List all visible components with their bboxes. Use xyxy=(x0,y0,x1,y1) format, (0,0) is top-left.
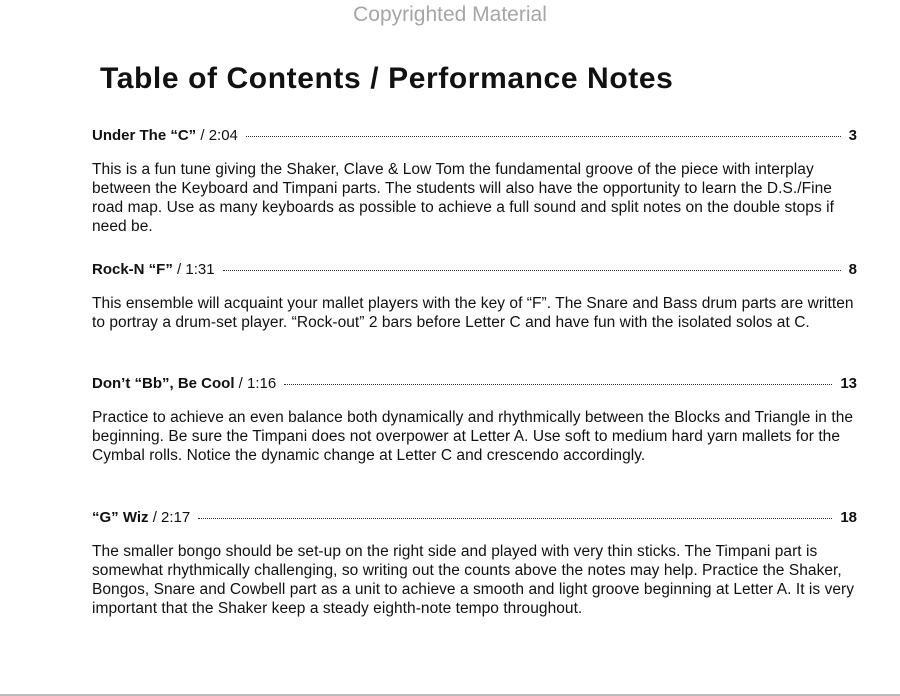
song-title: Under The “C” xyxy=(92,127,197,144)
toc-entry xyxy=(92,509,857,618)
page-number: 3 xyxy=(848,127,857,144)
watermark: Copyrighted Material xyxy=(353,3,547,26)
song-title: Don’t “Bb”, Be Cool xyxy=(92,375,235,392)
title-separator: / xyxy=(196,127,209,144)
title-separator: / xyxy=(234,375,248,392)
song-duration: 1:16 xyxy=(247,375,277,392)
page-title: Table of Contents / Performance Notes xyxy=(100,62,674,95)
performance-notes: This ensemble will acquaint your mallet players with the key of “F”. The Snare and Bass drum parts are written to portray a drum-set player. “Rock-out” 2 bars before Letter C and have fun with the isolated solos at C. xyxy=(92,295,854,331)
toc-line xyxy=(92,375,857,395)
page-number: 8 xyxy=(848,261,857,278)
title-separator: / xyxy=(172,261,186,278)
song-title: Rock-N “F” xyxy=(92,261,173,278)
dot-leader xyxy=(284,384,832,385)
dot-leader xyxy=(246,136,841,137)
performance-notes: The smaller bongo should be set-up on the right side and played with very thin sticks. The Timpani part is somewhat rhythmically challenging, so writing out the counts above the notes may help. Practice the Shaker, Bongos, Snare and Cowbell part as a unit to achieve a smooth and light groove beginning at Letter A. It is very important that the Shaker keep a steady eighth-note tempo throughout. xyxy=(92,543,855,617)
toc-line xyxy=(92,261,857,281)
page-number: 13 xyxy=(840,375,857,392)
page-number: 18 xyxy=(840,509,857,526)
toc-line xyxy=(92,509,857,529)
toc-entry xyxy=(92,261,857,332)
toc-entry xyxy=(92,127,857,236)
title-separator: / xyxy=(148,509,162,526)
song-title: “G” Wiz xyxy=(92,509,149,526)
song-duration: 2:17 xyxy=(161,509,191,526)
song-duration: 2:04 xyxy=(208,127,238,144)
dot-leader xyxy=(223,270,841,271)
toc-entry xyxy=(92,375,857,465)
performance-notes: Practice to achieve an even balance both dynamically and rhythmically between the Blocks and Triangle in the beginning. Be sure the Timpani does not overpower at Letter A. Use soft to medium hard yarn mallets for the Cymbal rolls. Notice the dynamic change at Letter C and crescendo accordingly. xyxy=(92,409,854,464)
song-duration: 1:31 xyxy=(185,261,215,278)
performance-notes: This is a fun tune giving the Shaker, Clave & Low Tom the fundamental groove of the piece with interplay between the Keyboard and Timpani parts. The students will also have the opportunity to learn the D.S./Fine road map. Use as many keyboards as possible to achieve a full sound and split notes on the double stops if need be. xyxy=(92,161,834,235)
dot-leader xyxy=(198,518,832,519)
toc-line xyxy=(92,127,857,147)
